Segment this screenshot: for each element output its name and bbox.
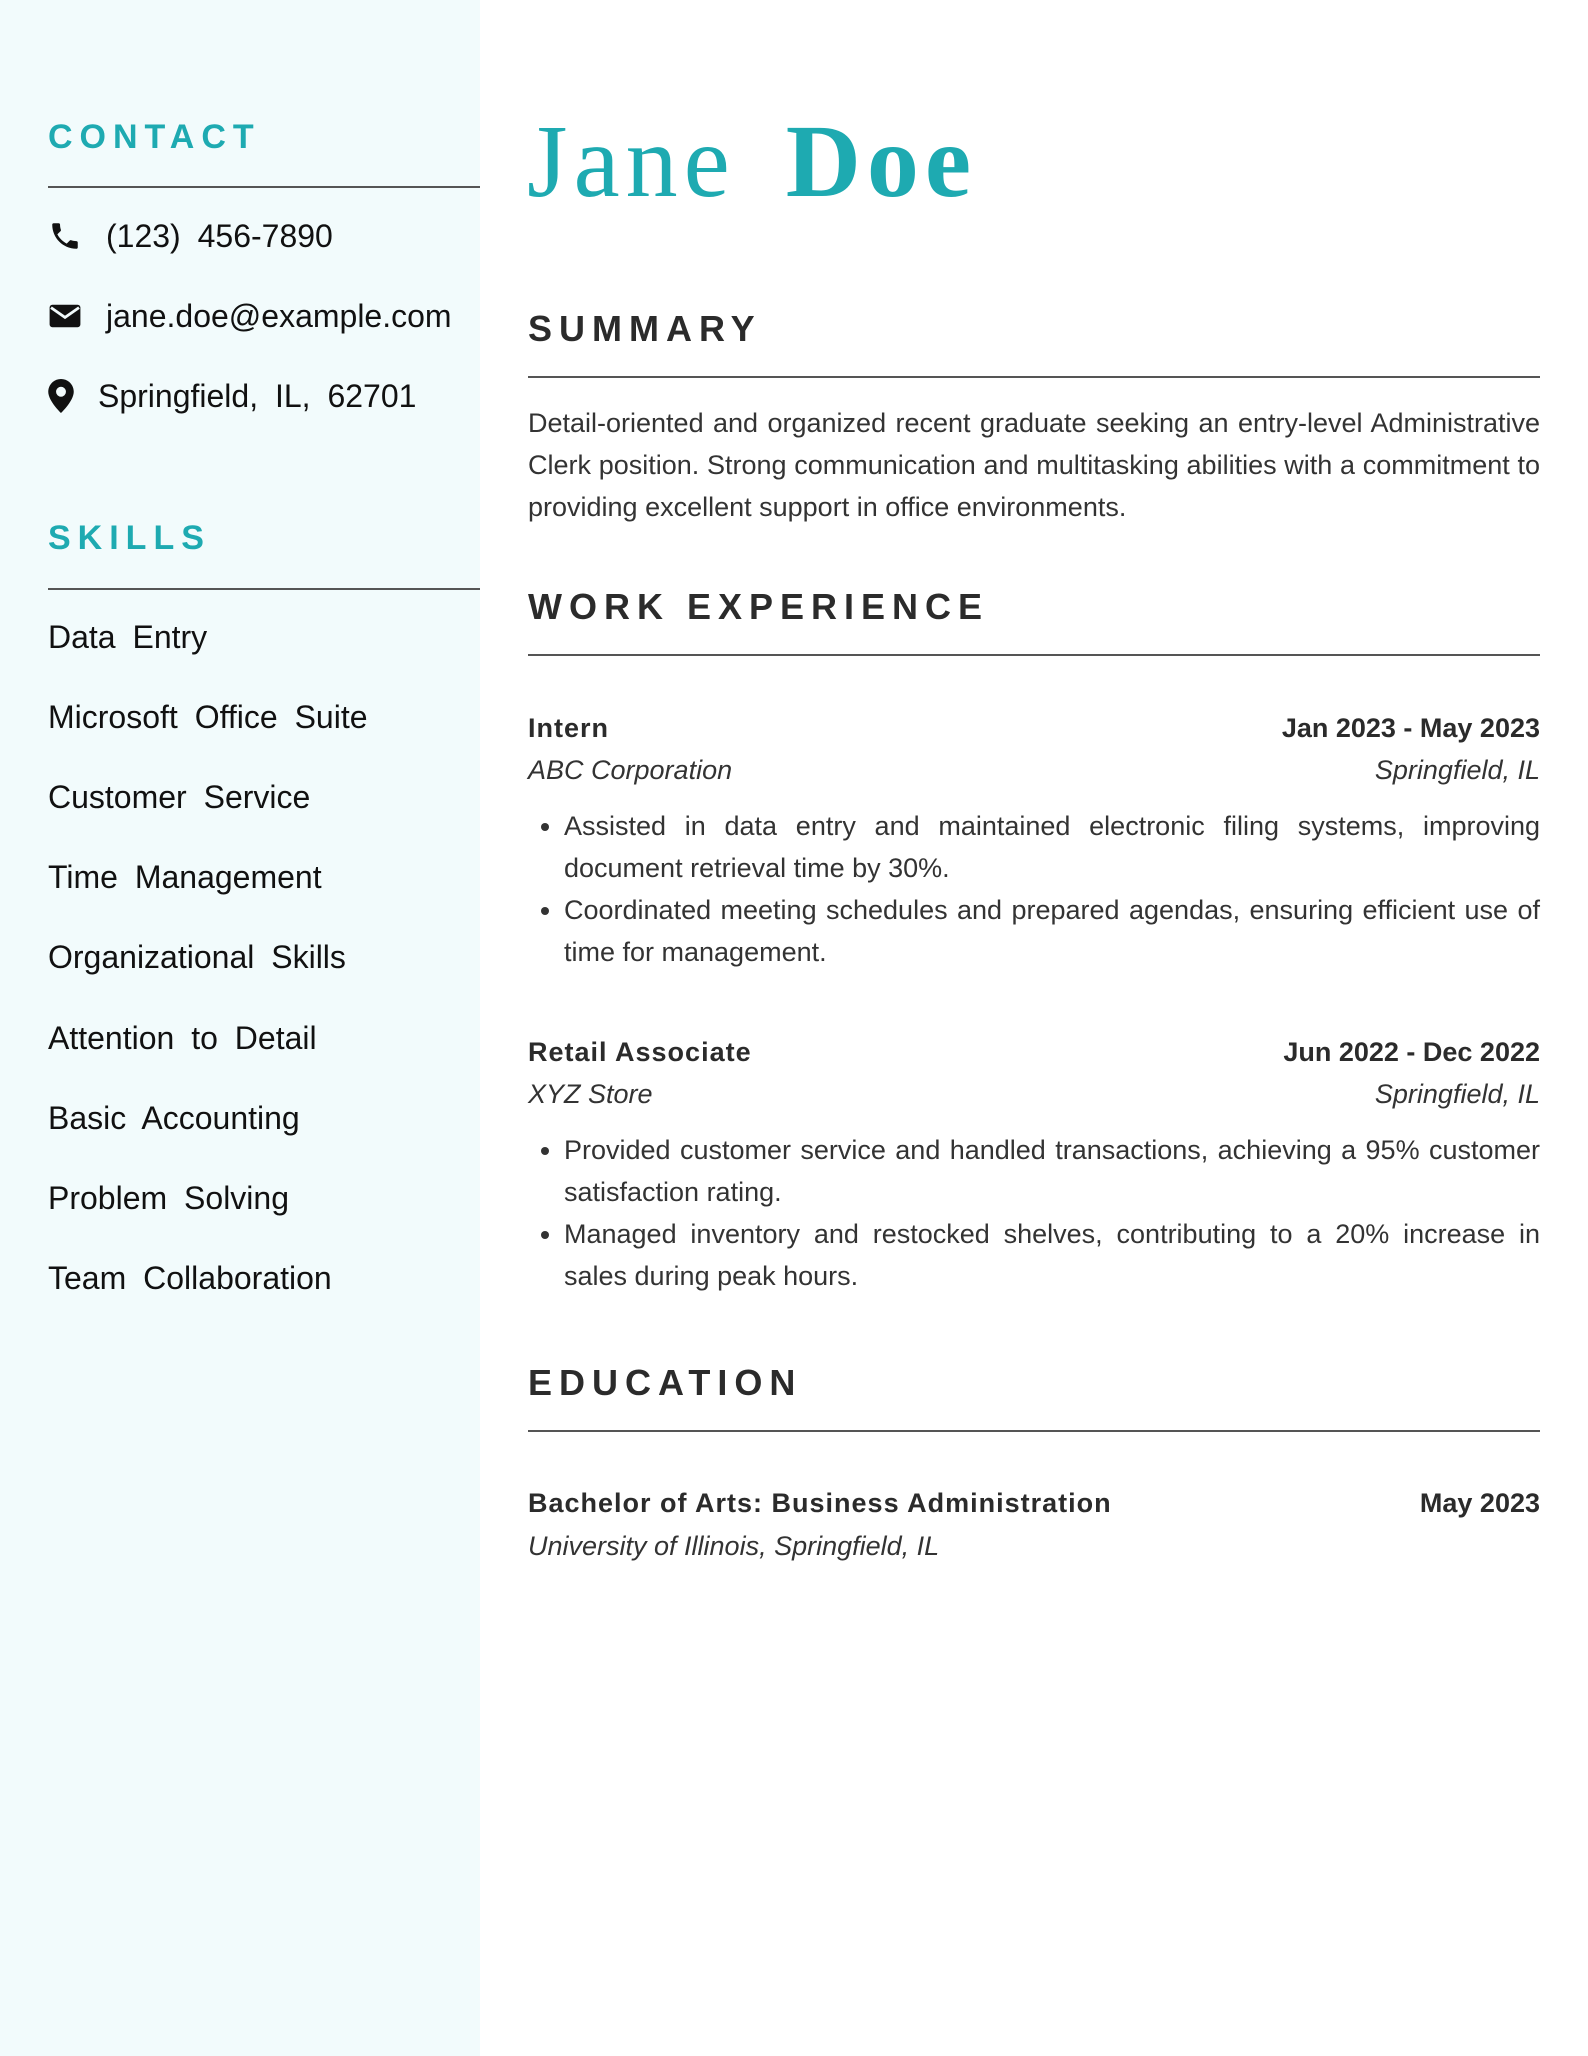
experience-divider (528, 654, 1540, 656)
education-heading: EDUCATION (528, 1362, 803, 1403)
job-title: Intern (528, 713, 610, 743)
job-dates: Jan 2023 - May 2023 (1281, 713, 1540, 743)
graduation-date: May 2023 (1419, 1488, 1540, 1518)
job-header (528, 1037, 1540, 1068)
skill-item: Time Management (48, 859, 322, 895)
education-divider (528, 1430, 1540, 1432)
education-subheader (528, 1531, 1540, 1562)
skill-item: Customer Service (48, 779, 311, 815)
skill-item: Basic Accounting (48, 1100, 300, 1136)
phone-number: (123) 456-7890 (106, 217, 333, 254)
contact-location (48, 371, 416, 421)
job-company: XYZ Store (528, 1079, 653, 1109)
sidebar (0, 0, 480, 2056)
contact-email (48, 291, 452, 341)
contact-heading: CONTACT (48, 118, 261, 156)
job-location: Springfield, IL (1374, 755, 1540, 785)
degree: Bachelor of Arts: Business Administration (528, 1488, 1112, 1518)
summary-divider (528, 376, 1540, 378)
summary-heading: SUMMARY (528, 308, 762, 349)
job-location: Springfield, IL (1374, 1079, 1540, 1109)
last-name: Doe (785, 104, 978, 219)
job-bullet: • Provided customer service and handled transactions, achieving a 95% customer satisfaction rating. (564, 1129, 1540, 1213)
job-header (528, 713, 1540, 744)
job-company: ABC Corporation (528, 755, 733, 785)
contact-phone (48, 211, 333, 261)
job-bullets (528, 805, 1540, 973)
skill-item: Problem Solving (48, 1180, 289, 1216)
skill-item: Team Collaboration (48, 1260, 332, 1296)
phone-icon (48, 219, 106, 253)
job-bullet: • Assisted in data entry and maintained electronic filing systems, improving document retrieval time by 30%. (564, 805, 1540, 889)
job-bullet: • Managed inventory and restocked shelves, contributing to a 20% increase in sales during peak hours. (564, 1213, 1540, 1297)
experience-heading: WORK EXPERIENCE (528, 586, 990, 627)
contact-divider (48, 186, 480, 188)
job-bullet: • Coordinated meeting schedules and prepared agendas, ensuring efficient use of time for management. (564, 889, 1540, 973)
map-pin-icon (48, 379, 98, 413)
candidate-name (527, 104, 978, 219)
job-title: Retail Associate (528, 1037, 752, 1067)
education-header (528, 1488, 1540, 1519)
job-subheader (528, 755, 1540, 786)
school: University of Illinois, Springfield, IL (528, 1531, 940, 1561)
skill-item: Organizational Skills (48, 939, 346, 975)
skill-item: Microsoft Office Suite (48, 699, 368, 735)
location-text: Springfield, IL, 62701 (98, 377, 417, 414)
job-dates: Jun 2022 - Dec 2022 (1283, 1037, 1540, 1067)
job-bullets (528, 1129, 1540, 1297)
skills-divider (48, 588, 480, 590)
first-name: Jane (527, 104, 736, 219)
skill-item: Data Entry (48, 619, 208, 655)
email-address: jane.doe@example.com (106, 297, 452, 334)
job-subheader (528, 1079, 1540, 1110)
skill-item: Attention to Detail (48, 1020, 317, 1056)
envelope-icon (48, 302, 106, 330)
summary-text: Detail-oriented and organized recent graduate seeking an entry-level Administrative Clerk position. Strong communication and multitasking abilities with a commitment to providing excellent support in office environments. (528, 408, 1540, 522)
skills-heading: SKILLS (48, 519, 211, 557)
